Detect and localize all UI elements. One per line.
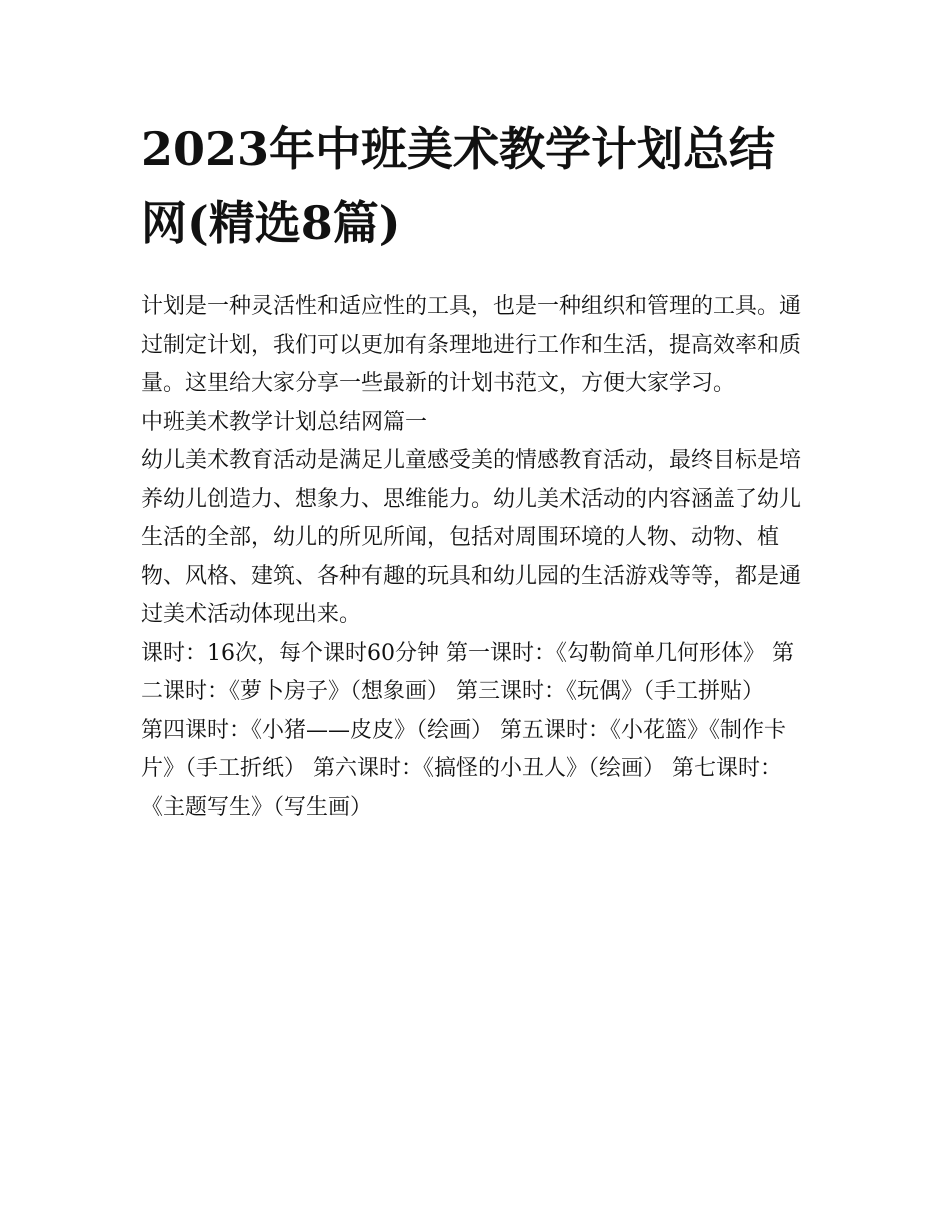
section-heading: 中班美术教学计划总结网篇一: [141, 409, 428, 435]
document-body: [141, 288, 811, 827]
lesson-schedule-paragraph-continued: 第四课时：《小猪——皮皮》（绘画） 第五课时：《小花篮》《制作卡片》（手工折纸） 第六课时：《搞怪的小丑人》（绘画） 第七课时：《主题写生》（写生画）: [141, 717, 786, 820]
body-paragraph: 幼儿美术教育活动是满足儿童感受美的情感教育活动，最终目标是培养幼儿创造力、想象力、思维能力。幼儿美术活动的内容涵盖了幼儿生活的全部，幼儿的所见所闻，包括对周围环境的人物、动物、植物、风格、建筑、各种有趣的玩具和幼儿园的生活游戏等等，都是通过美术活动体现出来。: [141, 448, 802, 627]
document-content: [141, 112, 811, 827]
lesson-schedule-paragraph: 课时：16次，每个课时60分钟 第一课时：《勾勒简单几何形体》 第二课时：《萝卜房子》（想象画） 第三课时：《玩偶》（手工拼贴）: [141, 640, 794, 704]
intro-paragraph: 计划是一种灵活性和适应性的工具，也是一种组织和管理的工具。通过制定计划，我们可以更加有条理地进行工作和生活，提高效率和质量。这里给大家分享一些最新的计划书范文，方便大家学习。: [141, 294, 802, 396]
document-title: 2023年中班美术教学计划总结网(精选8篇): [141, 122, 776, 250]
